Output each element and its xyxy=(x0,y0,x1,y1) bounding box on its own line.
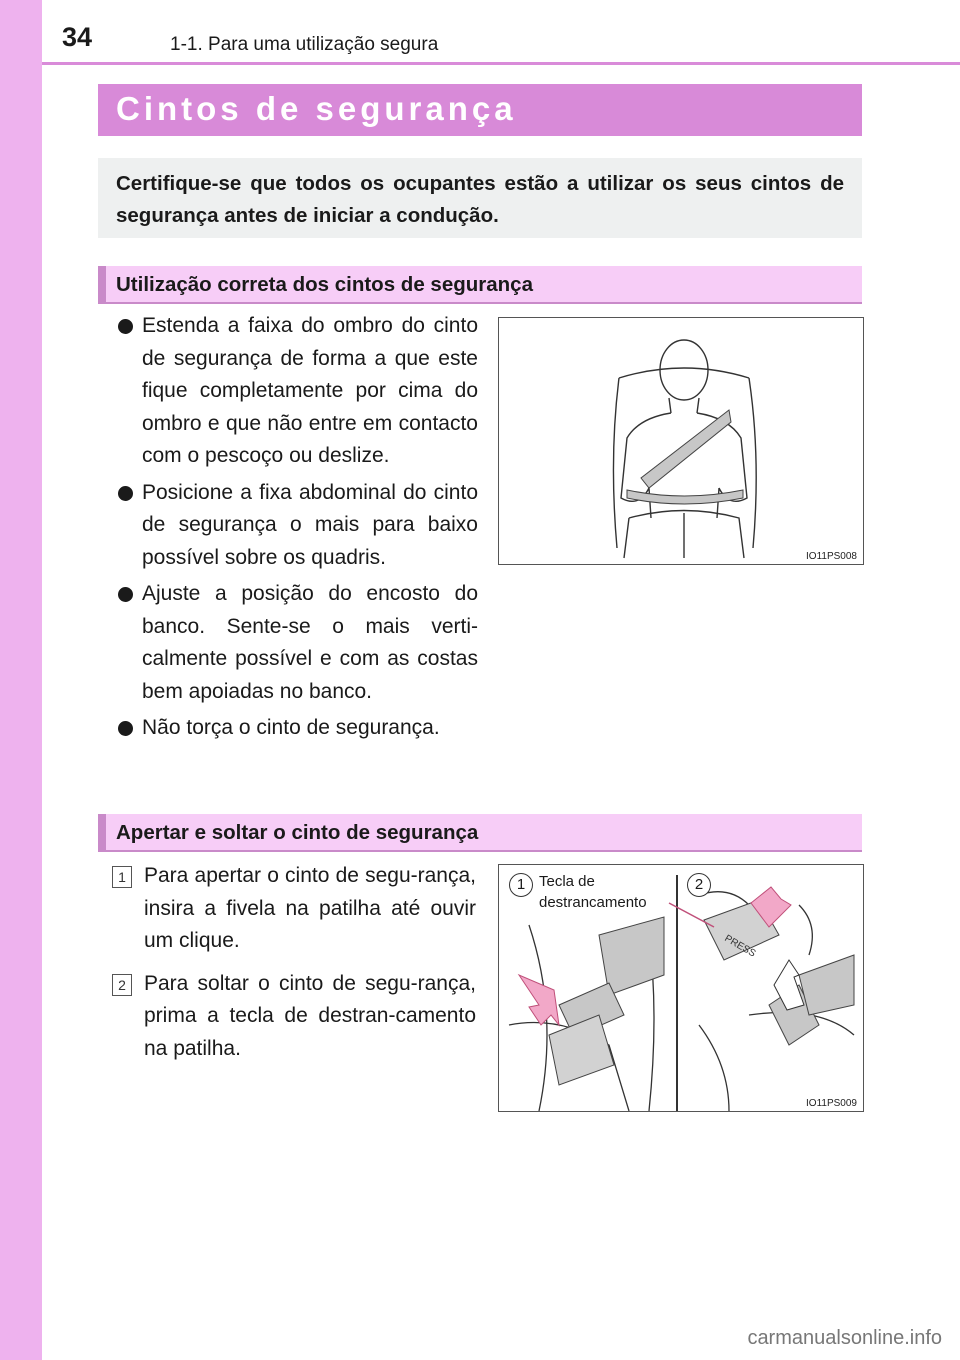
bullet-dot-icon xyxy=(118,319,133,334)
bullet-item xyxy=(118,578,478,708)
page-number: 34 xyxy=(62,22,93,52)
callout-unlock-key: Tecla de destrancamento xyxy=(539,873,647,911)
section-accent xyxy=(98,814,106,850)
bullet-text: Não torça o cinto de segurança. xyxy=(142,716,440,739)
bullet-text: Posicione a fixa abdominal do cinto de segurança o mais para baixo possível sobre os quadris. xyxy=(142,480,478,569)
figure-seated-person-belt xyxy=(498,317,864,565)
figure-buckle-steps xyxy=(498,864,864,1112)
bullet-item xyxy=(118,712,478,745)
bullet-dot-icon xyxy=(118,486,133,501)
running-head: 1-1. Para uma utilização segura xyxy=(170,34,439,55)
press-button-label: PRESS xyxy=(722,933,758,960)
page-title: Cintos de segurança xyxy=(116,90,517,127)
step-number: 1 xyxy=(112,866,132,888)
bullet-item xyxy=(118,310,478,473)
section-bar-fasten-release xyxy=(98,814,862,852)
section-title: Apertar e soltar o cinto de segurança xyxy=(116,821,479,844)
side-color-strip xyxy=(0,0,42,1360)
step-text: Para apertar o cinto de segu-rança, insira a fivela na patilha até ouvir um clique. xyxy=(144,864,476,952)
bullet-dot-icon xyxy=(118,721,133,736)
header-rule xyxy=(42,62,960,65)
step-item xyxy=(112,968,476,1066)
step-list xyxy=(112,860,476,1075)
title-bar xyxy=(98,84,862,136)
figure-code: IO11PS008 xyxy=(806,551,857,562)
seated-person-illustration xyxy=(499,318,863,564)
figure-code: IO11PS009 xyxy=(806,1098,857,1109)
section-accent xyxy=(98,266,106,302)
bullet-dot-icon xyxy=(118,587,133,602)
step-item xyxy=(112,860,476,958)
bullet-text: Ajuste a posição do encosto do banco. Sente-se o mais verti-calmente possível e com as costas bem apoiadas no banco. xyxy=(142,582,478,703)
bullet-text: Estenda a faixa do ombro do cinto de segurança de forma a que este fique completamente por cima do ombro e que não entre em contacto com o pescoço ou deslize. xyxy=(142,314,478,467)
section-title: Utilização correta dos cintos de segurança xyxy=(116,273,533,296)
step-number: 2 xyxy=(112,974,132,996)
step-text: Para soltar o cinto de segu-rança, prima a tecla de destran-camento na patilha. xyxy=(144,971,476,1060)
watermark: carmanualsonline.info xyxy=(747,1327,942,1349)
bullet-item xyxy=(118,477,478,575)
intro-box xyxy=(98,158,862,238)
figure-label-1: 1 xyxy=(509,873,533,897)
bullet-list xyxy=(118,310,478,749)
section-bar-correct-use xyxy=(98,266,862,304)
figure-label-2: 2 xyxy=(687,873,711,897)
intro-text: Certifique-se que todos os ocupantes estão a utilizar os seus cintos de segurança antes de iniciar a condução. xyxy=(116,172,844,227)
